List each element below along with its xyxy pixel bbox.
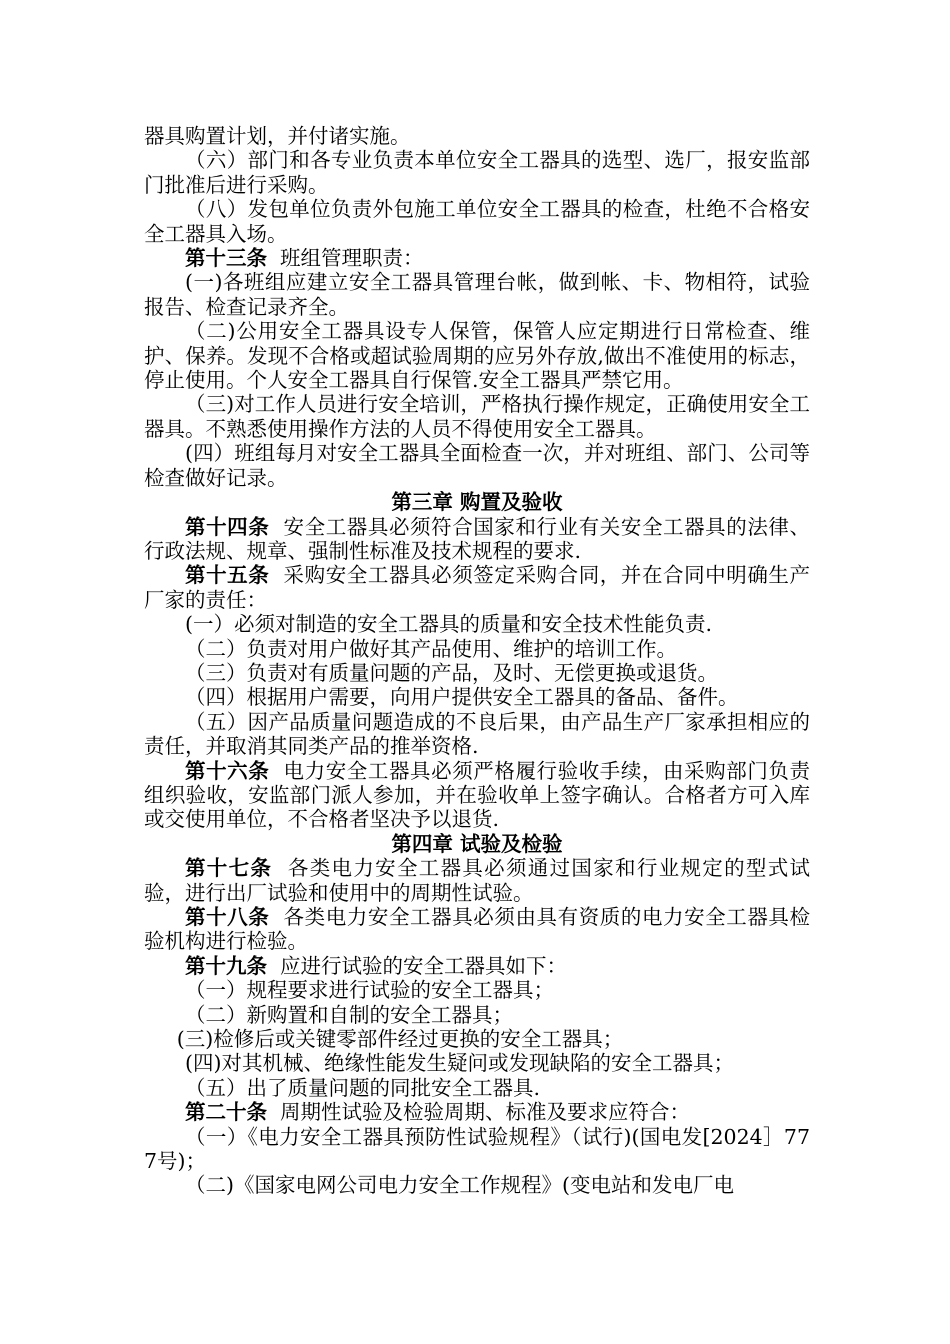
paragraph <box>144 759 810 832</box>
paragraph-text: (三)检修后或关键零部件经过更换的安全工器具； <box>176 1027 624 1052</box>
paragraph-text: （五）出了质量问题的同批安全工器具. <box>185 1075 541 1100</box>
paragraph-text: （一）规程要求进行试验的安全工器具； <box>185 978 554 1003</box>
paragraph-text: （三)对工作人员进行安全培训，严格执行操作规定，正确使用安全工器具。不熟悉使用操作方法的人员不得使用安全工器具。 <box>144 392 810 441</box>
article-number: 第二十条 <box>185 1100 267 1125</box>
paragraph <box>144 637 810 661</box>
paragraph <box>144 1100 810 1124</box>
paragraph <box>144 197 810 246</box>
paragraph-text: （二）负责对用户做好其产品使用、维护的培训工作。 <box>185 636 677 661</box>
paragraph-text: (四)对其机械、绝缘性能发生疑问或发现缺陷的安全工器具； <box>185 1051 734 1076</box>
article-number: 第十三条 <box>185 246 267 271</box>
paragraph <box>144 954 810 978</box>
paragraph-text: 采购安全工器具必须签定采购合同，并在合同中明确生产厂家的责任： <box>144 563 811 612</box>
article-number: 第十八条 <box>185 905 270 929</box>
paragraph-text: （五）因产品质量问题造成的不良后果，由产品生产厂家承担相应的责任，并取消其同类产品的推举资格. <box>144 709 810 759</box>
paragraph <box>144 612 810 636</box>
paragraph-text: （四）根据用户需要，向用户提供安全工器具的备品、备件。 <box>185 685 739 710</box>
paragraph <box>144 978 810 1002</box>
paragraph-text: (一）必须对制造的安全工器具的质量和安全技术性能负责. <box>185 612 713 637</box>
paragraph-text: （二）新购置和自制的安全工器具； <box>185 1002 513 1027</box>
paragraph <box>144 1027 810 1051</box>
paragraph <box>144 319 810 392</box>
chapter-heading-text: 第三章 购置及验收 <box>391 490 563 515</box>
paragraph <box>144 515 810 564</box>
paragraph <box>144 563 810 612</box>
paragraph-text: （三）负责对有质量问题的产品，及时、无偿更换或退货。 <box>185 660 718 685</box>
chapter-heading <box>144 832 810 856</box>
paragraph-text: 电力安全工器具必须严格履行验收手续，由采购部门负责组织验收，安监部门派人参加，并在验收单上签字确认。合格者方可入库或交使用单位，不合格者坚决予以退货. <box>144 758 811 832</box>
paragraph-text: 周期性试验及检验周期、标准及要求应符合： <box>267 1100 691 1125</box>
paragraph <box>144 1051 810 1075</box>
paragraph-text: (一)各班组应建立安全工器具管理台帐，做到帐、卡、物相符，试验报告、检查记录齐全。 <box>144 270 810 319</box>
article-number: 第十四条 <box>185 514 270 539</box>
chapter-heading-text: 第四章 试验及检验 <box>391 831 563 856</box>
paragraph-text: （一）《电力安全工器具预防性试验规程》（试行)(国电发[2024］777号)； <box>144 1124 810 1174</box>
paragraph <box>144 685 810 709</box>
paragraph-text: 应进行试验的安全工器具如下： <box>267 953 568 978</box>
paragraph-text: 各类电力安全工器具必须通过国家和行业规定的型式试验，进行出厂试验和使用中的周期性试验。 <box>144 856 811 905</box>
paragraph <box>144 1076 810 1100</box>
paragraph <box>144 710 810 759</box>
article-number: 第十七条 <box>185 856 273 881</box>
paragraph-text: 各类电力安全工器具必须由具有资质的电力安全工器具检验机构进行检验。 <box>144 905 811 954</box>
paragraph-text: 器具购置计划，并付诸实施。 <box>144 124 411 148</box>
paragraph <box>144 441 810 490</box>
paragraph-text: 班组管理职责： <box>267 246 424 271</box>
paragraph-text: （八）发包单位负责外包施工单位安全工器具的检查，杜绝不合格安全工器具入场。 <box>144 197 810 246</box>
chapter-heading <box>144 490 810 514</box>
paragraph <box>144 661 810 685</box>
paragraph <box>144 124 810 148</box>
paragraph <box>144 148 810 197</box>
paragraph <box>144 1125 810 1174</box>
paragraph <box>144 856 810 905</box>
paragraph-text: （二)《国家电网公司电力安全工作规程》(变电站和发电厂电 <box>185 1173 734 1198</box>
paragraph <box>144 392 810 441</box>
paragraph <box>144 905 810 954</box>
article-number: 第十九条 <box>185 953 267 978</box>
article-number: 第十六条 <box>185 758 270 783</box>
article-number: 第十五条 <box>185 563 270 588</box>
paragraph-text: （六）部门和各专业负责本单位安全工器具的选型、选厂，报安监部门批准后进行采购。 <box>144 148 810 197</box>
paragraph-text: 安全工器具必须符合国家和行业有关安全工器具的法律、行政法规、规章、强制性标准及技术规程的要求. <box>144 514 811 563</box>
paragraph-text: (四）班组每月对安全工器具全面检查一次，并对班组、部门、公司等检查做好记录。 <box>144 441 810 490</box>
paragraph <box>144 246 810 270</box>
paragraph <box>144 1173 810 1197</box>
paragraph <box>144 270 810 319</box>
paragraph <box>144 1003 810 1027</box>
paragraph-text: （二)公用安全工器具设专人保管，保管人应定期进行日常检查、维护、保养。发现不合格或超试验周期的应另外存放,做出不准使用的标志，停止使用。个人安全工器具自行保管.安全工器具严禁它用。 <box>144 319 810 393</box>
